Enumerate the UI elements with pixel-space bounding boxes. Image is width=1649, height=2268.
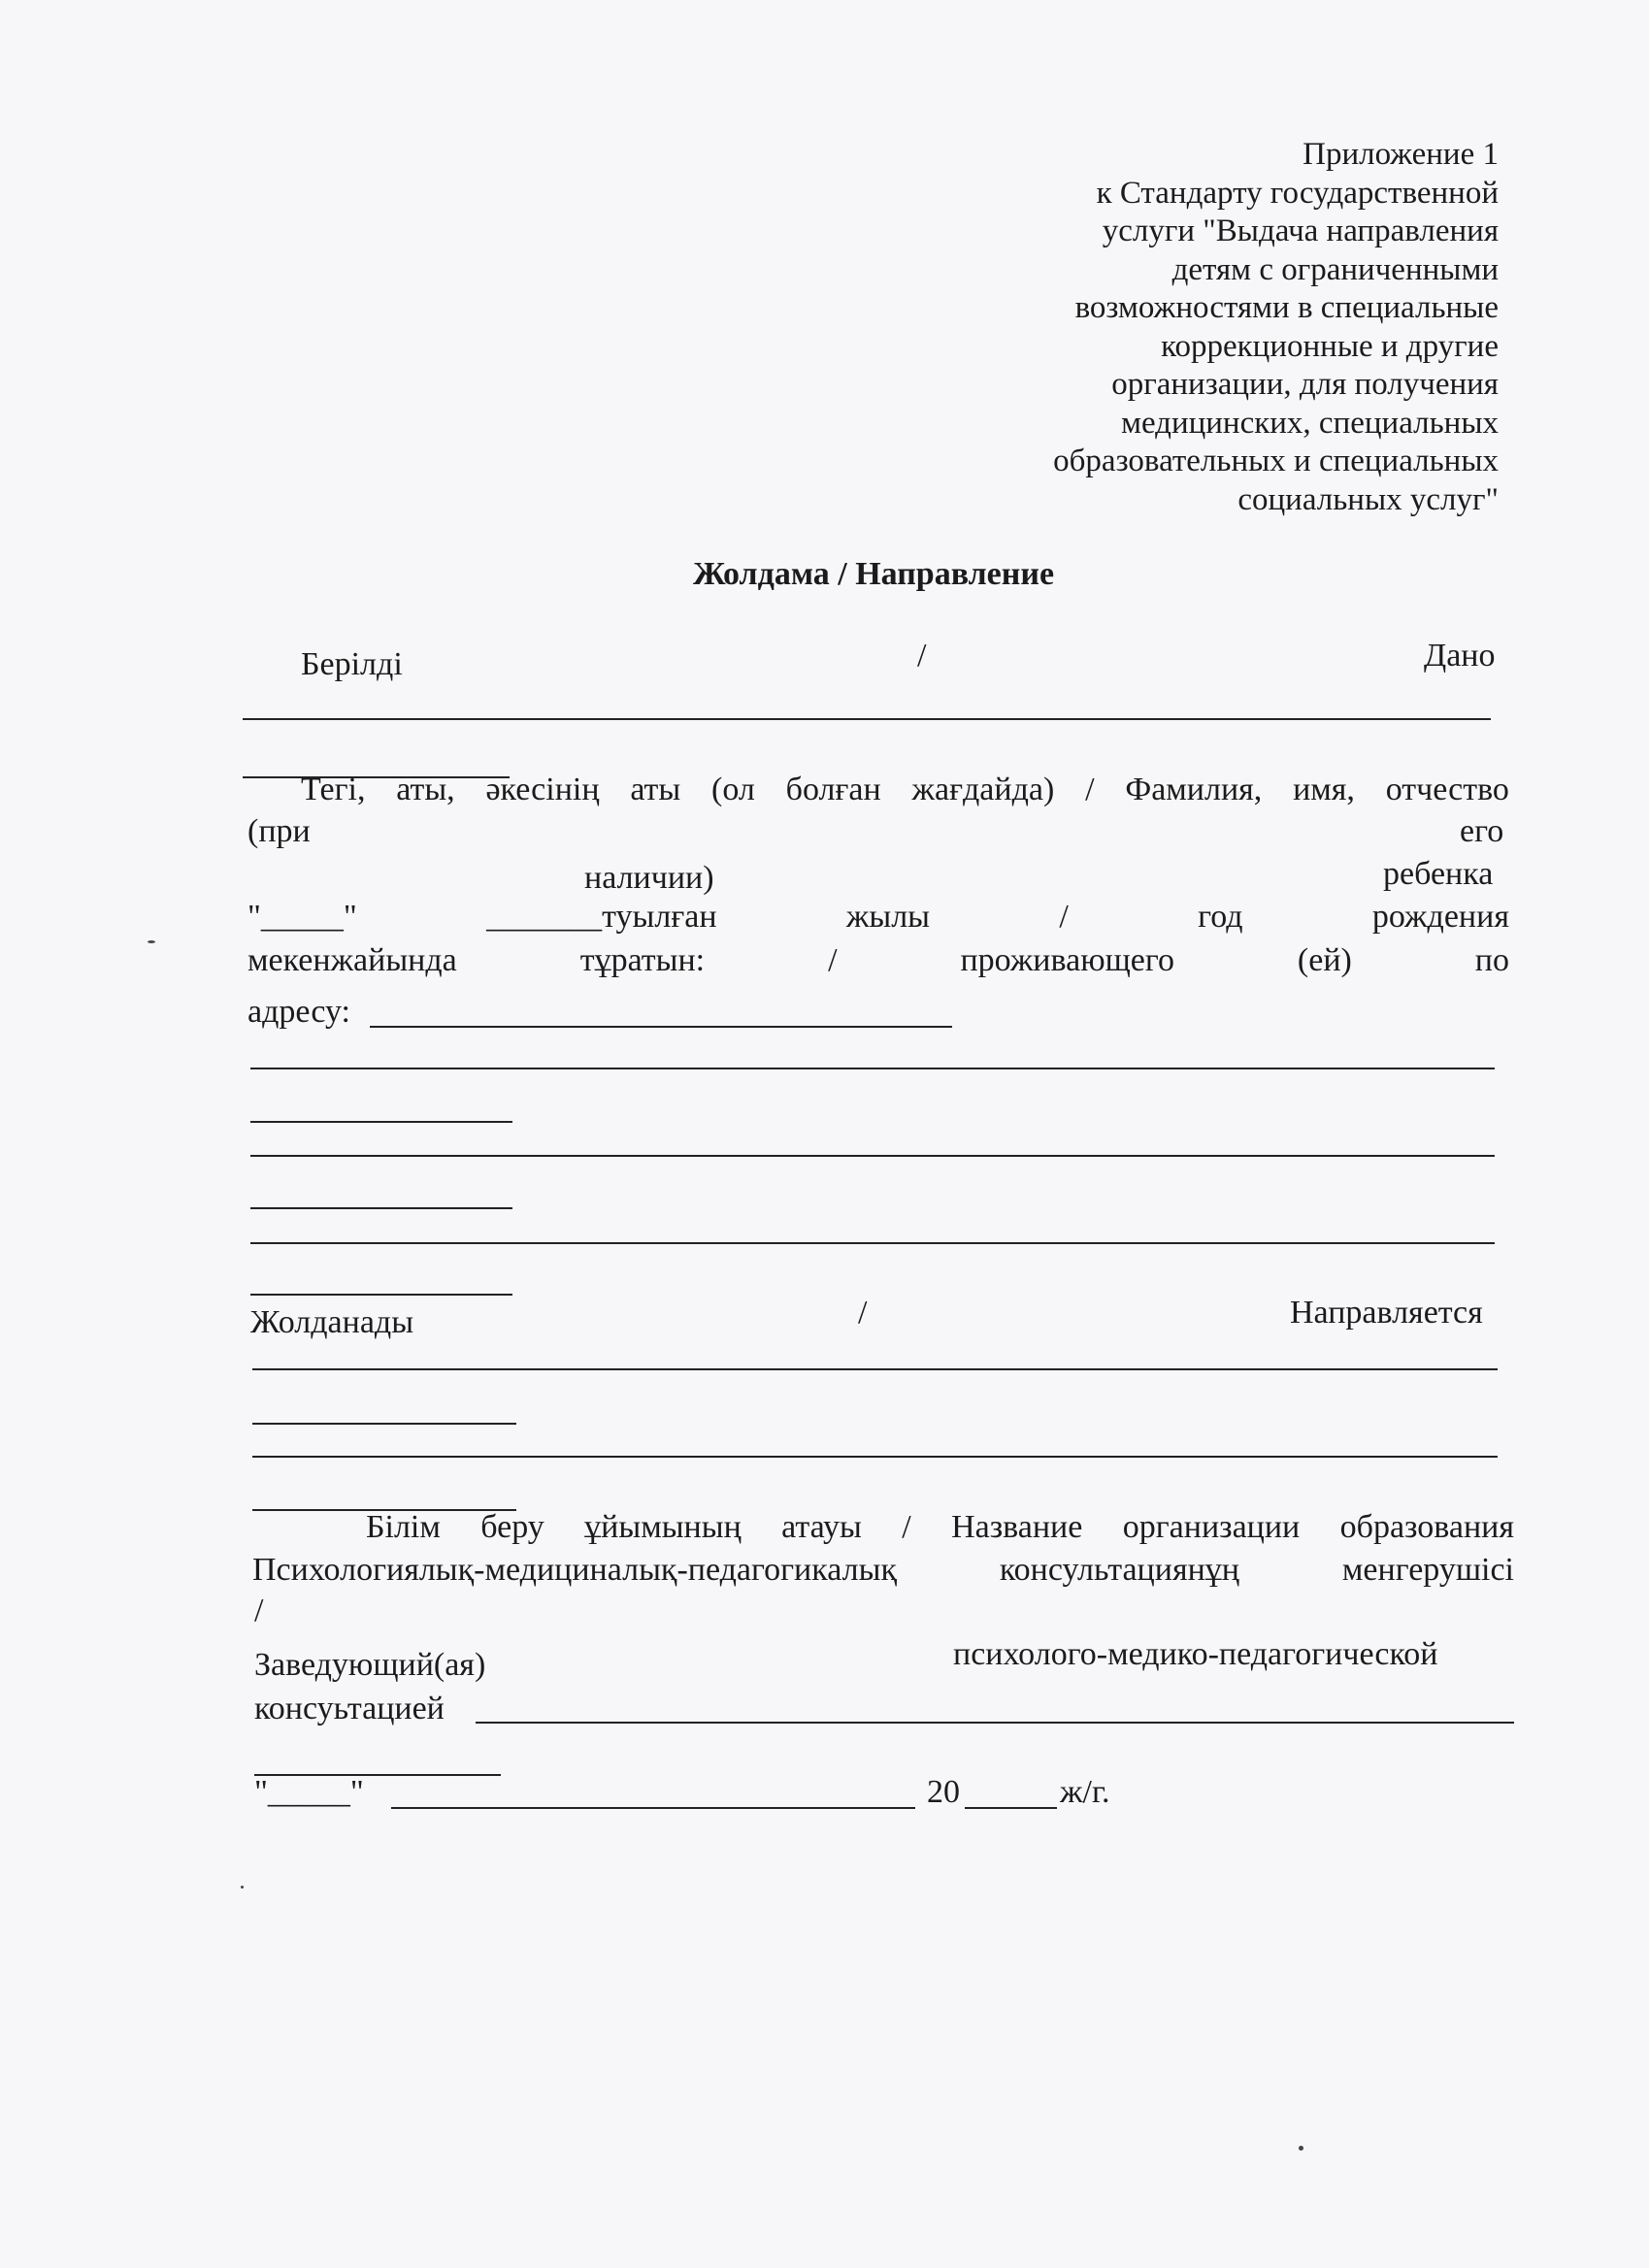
annex-line: медицинских, специальных — [1121, 405, 1499, 441]
head-slash: / — [254, 1593, 264, 1628]
fio-word: аты, — [396, 772, 455, 807]
annex-line: Приложение 1 — [1303, 137, 1499, 172]
address-word: (ей) — [1297, 942, 1352, 978]
fio-word: Фамилия, — [1125, 772, 1263, 807]
address-label-line — [247, 941, 1509, 980]
org-word: беру — [480, 1509, 544, 1545]
head-word: Психологиялық-медициналық-педагогикалық — [252, 1552, 897, 1588]
annex-line: организации, для получения — [1111, 367, 1499, 402]
head-ru-label-3: консуьтацией — [254, 1691, 445, 1726]
head-kz-line — [252, 1551, 1514, 1590]
address-word: / — [828, 942, 838, 978]
org-word: / — [902, 1509, 911, 1545]
fio-word: имя, — [1293, 772, 1355, 807]
given-label-kz: Берілді — [301, 646, 403, 682]
address-input-line-4-cont[interactable] — [250, 1294, 512, 1296]
date-year-prefix: 20 — [927, 1774, 960, 1810]
address-word: проживающего — [960, 942, 1174, 978]
annex-line: детям с ограниченными — [1171, 251, 1499, 287]
address-input-line-2[interactable] — [250, 1068, 1495, 1069]
annex-line: образовательных и специальных — [1053, 444, 1499, 478]
fio-word: (ол — [711, 772, 755, 807]
given-slash: / — [917, 638, 927, 674]
head-ru-label-2: психолого-медико-педагогической — [953, 1636, 1438, 1672]
birth-year-field[interactable]: _______туылған — [486, 899, 717, 935]
address-word: тұратын: — [579, 942, 706, 978]
org-word: атауы — [781, 1509, 862, 1545]
scan-speck — [1299, 2146, 1303, 2151]
birth-word: рождения — [1371, 899, 1509, 935]
directed-input-line[interactable] — [252, 1368, 1498, 1370]
annex-line: возможностями в специальные — [1074, 290, 1499, 325]
head-word: консультациянұң — [999, 1552, 1239, 1588]
directed-input-line-2[interactable] — [252, 1456, 1498, 1458]
org-word: Название — [951, 1509, 1083, 1545]
directed-input-line-cont[interactable] — [252, 1423, 516, 1425]
date-year-suffix: ж/г. — [1060, 1774, 1110, 1810]
fio-word: / — [1085, 772, 1095, 807]
address-input-line-4[interactable] — [250, 1242, 1495, 1244]
scan-speck — [241, 1886, 244, 1889]
fio-ego: его — [1460, 813, 1504, 849]
fio-word: отчество — [1385, 772, 1509, 807]
address-word: мекенжайында — [247, 942, 457, 978]
date-year-line[interactable] — [965, 1807, 1057, 1809]
given-label-ru: Дано — [1424, 638, 1496, 674]
directed-slash: / — [858, 1295, 868, 1331]
org-name-label-line — [366, 1508, 1514, 1547]
fio-nalichii: наличии) — [584, 860, 714, 896]
org-word: организации — [1122, 1509, 1301, 1545]
fio-pri: (при — [247, 813, 311, 849]
birth-slash: / — [1059, 899, 1069, 935]
fio-word: Тегі, — [301, 772, 366, 807]
address-word: по — [1474, 942, 1509, 978]
directed-label-ru: Направляется — [1290, 1295, 1483, 1331]
given-input-line[interactable] — [243, 718, 1491, 720]
annex-line: услуги "Выдача направления — [1102, 214, 1499, 248]
address-input-line-3-cont[interactable] — [250, 1207, 512, 1209]
fio-word: болған — [785, 772, 881, 807]
scan-speck — [148, 940, 155, 943]
fio-word: әкесінің — [485, 772, 600, 807]
birth-day-field[interactable]: "_____" — [247, 899, 357, 935]
org-word: ұйымының — [584, 1509, 742, 1545]
head-signature-line[interactable] — [476, 1722, 1514, 1724]
address-input-line-3[interactable] — [250, 1155, 1495, 1157]
fio-rebenka: ребенка — [1383, 856, 1494, 892]
annex-line: к Стандарту государственной — [1096, 175, 1499, 211]
birth-line — [247, 898, 1509, 937]
document-title: Жолдама / Направление — [692, 556, 1055, 592]
org-word: образования — [1339, 1509, 1514, 1545]
birth-word: жылы — [845, 899, 931, 935]
fio-word: аты — [630, 772, 681, 807]
annex-header — [1053, 136, 1499, 519]
fio-label-line — [301, 771, 1509, 809]
annex-line: коррекционные и другие — [1161, 328, 1499, 364]
date-day-field[interactable]: "_____" — [254, 1774, 364, 1810]
fio-word: жағдайда) — [911, 772, 1055, 807]
annex-line: социальных услуг" — [1237, 481, 1499, 517]
address-label: адресу: — [247, 994, 350, 1030]
head-word: менгерушісі — [1341, 1552, 1514, 1588]
org-word: Білім — [366, 1509, 441, 1545]
directed-label-kz: Жолданады — [250, 1304, 414, 1340]
birth-word: год — [1198, 899, 1243, 935]
date-month-line[interactable] — [391, 1807, 915, 1809]
head-ru-label-1: Заведующий(ая) — [254, 1647, 486, 1683]
address-input-line-2-cont[interactable] — [250, 1121, 512, 1123]
address-input-line[interactable] — [370, 1026, 952, 1028]
